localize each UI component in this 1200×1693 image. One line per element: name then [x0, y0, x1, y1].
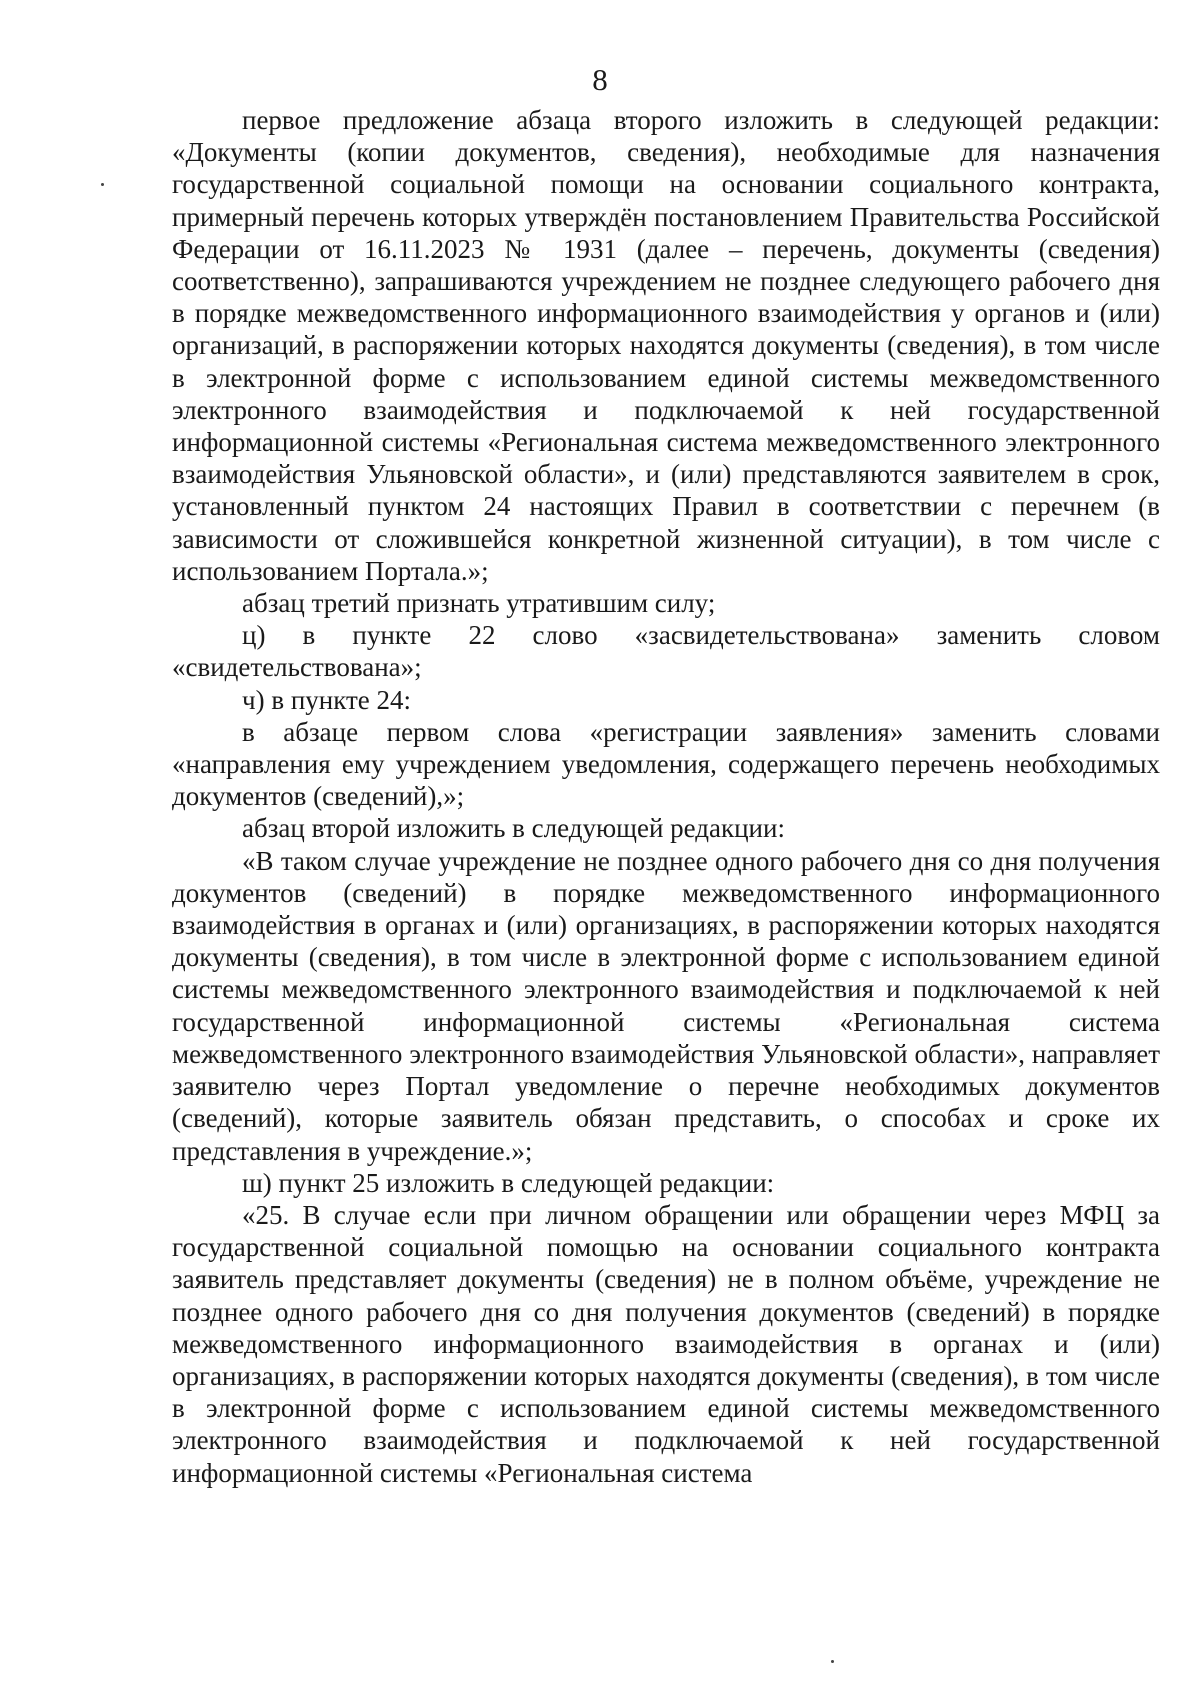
paragraph-abzac-three-void: абзац третий признать утратившим силу; — [242, 588, 716, 619]
page-number: 8 — [592, 62, 608, 97]
scan-speck — [101, 183, 104, 186]
paragraph-second-abzac-text: «В таком случае учреждение не позднее одного рабочего дня со дня получения документов (сведений) в порядке межведомственного информационного взаимодействия в органах и (или) организациях, в распоряжении которых находятся документы (сведения), в том числе в электронной форме с использованием единой системы межведомственного электронного взаимодействия и подключаемой к ней государственной информационной системы «Региональная система межведомственного электронного взаимодействия Ульяновской области», направляет заявителю через Портал уведомление о перечне необходимых документов (сведений), которые заявитель обязан представить, о способах и сроке их представления в учреждение.»; — [172, 845, 1160, 1166]
paragraph-point-sh: ш) пункт 25 изложить в следующей редакции: — [242, 1167, 775, 1198]
paragraph-point-ts: ц) в пункте 22 слово «засвидетельствована» заменить словом «свидетельствована»; — [172, 620, 1160, 683]
paragraph-amend-second-abzac: первое предложение абзаца второго изложить в следующей редакции: «Документы (копии документов, сведения), необходимые для назначения государственной социальной помощи на основании социального контракта, примерный перечень которых утверждён постановлением Правительства Российской Федерации от 16.11.2023 № 1931 (далее – перечень, документы (сведения) соответственно), запрашиваются учреждением не позднее следующего рабочего дня в порядке межведомственного информационного взаимодействия у органов и (или) организаций, в распоряжении которых находятся документы (сведения), в том числе в электронной форме с использованием единой системы межведомственного электронного взаимодействия и подключаемой к ней государственной информационной системы «Региональная система межведомственного электронного взаимодействия Ульяновской области», и (или) представляются заявителем в срок, установленный пунктом 24 настоящих Правил в соответствии с перечнем (в зависимости от сложившейся конкретной жизненной ситуации), в том числе с использованием Портала.»; — [172, 105, 1160, 586]
document-body — [172, 104, 1160, 1489]
paragraph-first-abzac-words: в абзаце первом слова «регистрации заявления» заменить словами «направления ему учреждением уведомления, содержащего перечень необходимых документов (сведений),»; — [172, 716, 1160, 812]
scan-speck — [831, 1660, 834, 1663]
paragraph-point-25-text: «25. В случае если при личном обращении или обращении через МФЦ за государственной социальной помощью на основании социального контракта заявитель представляет документы (сведения) не в полном объёме, учреждение не позднее одного рабочего дня со дня получения документов (сведений) в порядке межведомственного информационного взаимодействия в органах и (или) организациях, в распоряжении которых находятся документы (сведения), в том числе в электронной форме с использованием единой системы межведомственного электронного взаимодействия и подключаемой к ней государственной информационной системы «Региональная система — [172, 1199, 1160, 1488]
paragraph-point-ch: ч) в пункте 24: — [242, 684, 412, 715]
paragraph-second-abzac-intro: абзац второй изложить в следующей редакции: — [242, 813, 785, 844]
